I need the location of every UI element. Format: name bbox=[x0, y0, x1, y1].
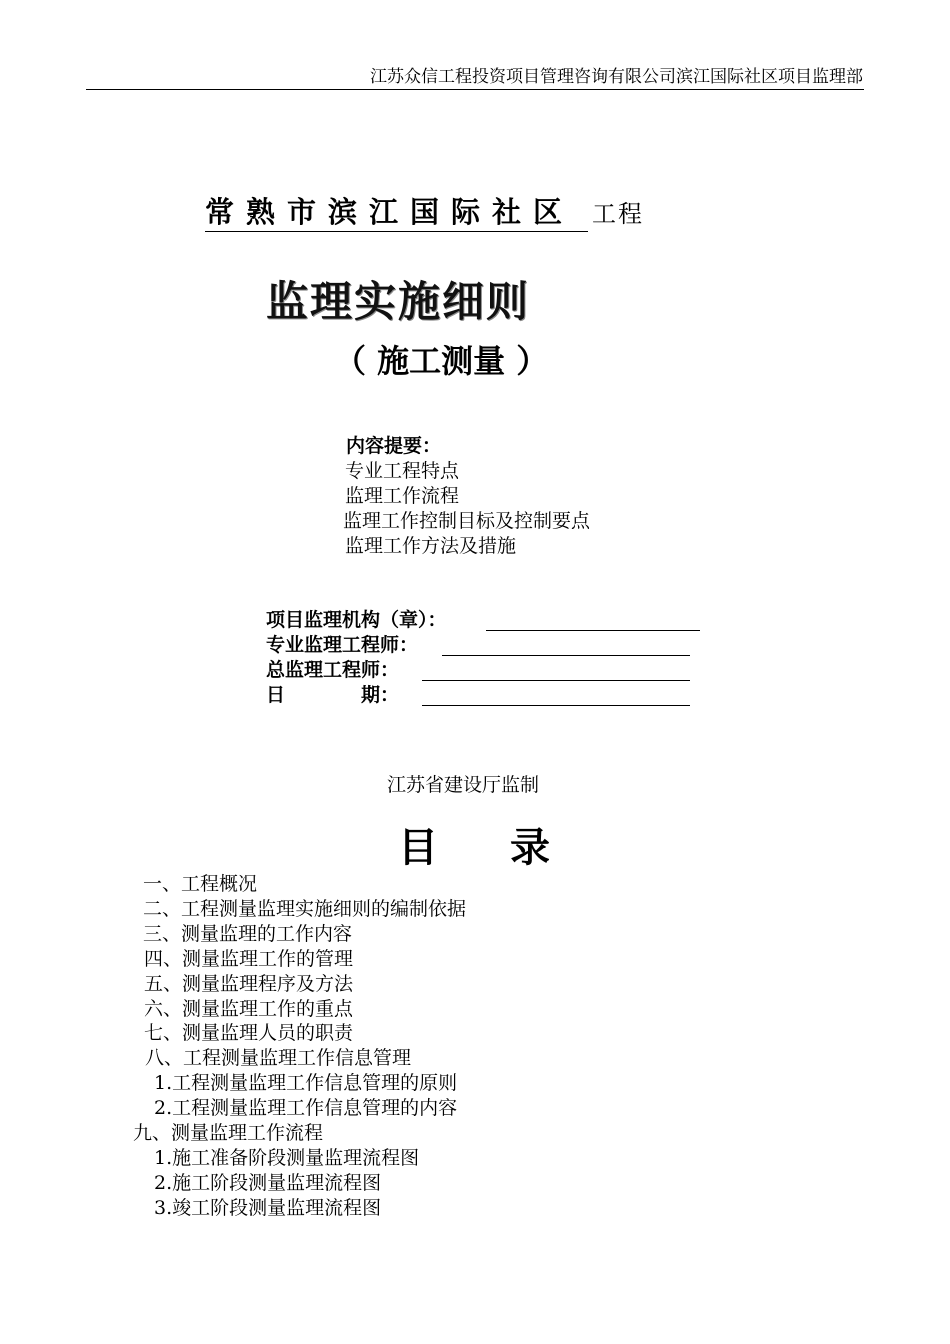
summary-item: 监理工作流程 bbox=[345, 485, 460, 507]
toc-list bbox=[130, 872, 466, 1221]
toc-item: 八、工程测量监理工作信息管理 bbox=[145, 1047, 412, 1070]
summary-label: 内容提要： bbox=[346, 435, 442, 457]
toc-subitem: 2.工程测量监理工作信息管理的内容 bbox=[154, 1097, 458, 1120]
issuer-note: 江苏省建设厅监制 bbox=[387, 774, 540, 796]
toc-item: 四、测量监理工作的管理 bbox=[144, 947, 354, 970]
engineer-blank-line[interactable] bbox=[442, 655, 690, 656]
agency-field bbox=[266, 608, 447, 633]
project-name: 常熟市滨江国际社区 bbox=[205, 193, 588, 232]
chief-blank-line[interactable] bbox=[422, 680, 690, 681]
date-label bbox=[266, 683, 399, 708]
chief-field bbox=[266, 658, 447, 683]
date-field bbox=[266, 683, 447, 708]
summary-item: 监理工作控制目标及控制要点 bbox=[343, 510, 591, 532]
toc-subitem: 2.施工阶段测量监理流程图 bbox=[154, 1171, 382, 1194]
agency-label: 项目监理机构（章）： bbox=[266, 609, 447, 631]
agency-blank-line[interactable] bbox=[486, 630, 700, 631]
toc-subitem: 3.竣工阶段测量监理流程图 bbox=[154, 1196, 382, 1219]
document-subtitle: （ 施工测量 ） bbox=[334, 342, 549, 380]
toc-item: 六、测量监理工作的重点 bbox=[144, 997, 354, 1020]
engineer-field bbox=[266, 633, 447, 658]
toc-subitem: 1.施工准备阶段测量监理流程图 bbox=[154, 1146, 420, 1169]
toc-item: 五、测量监理程序及方法 bbox=[144, 972, 354, 995]
header-divider bbox=[86, 89, 864, 90]
toc-item: 一、工程概况 bbox=[143, 873, 258, 895]
summary-list bbox=[343, 459, 590, 559]
sign-off-block bbox=[266, 608, 447, 708]
date-blank-line[interactable] bbox=[422, 705, 690, 706]
summary-item: 专业工程特点 bbox=[345, 460, 460, 482]
project-name-line bbox=[205, 193, 644, 233]
summary-item: 监理工作方法及措施 bbox=[345, 535, 517, 557]
date-label-char: 期： bbox=[360, 684, 399, 706]
toc-item: 二、工程测量监理实施细则的编制依据 bbox=[143, 897, 467, 920]
toc-title: 目录 bbox=[398, 825, 622, 871]
date-label-char: 日 bbox=[266, 684, 286, 706]
document-title: 监理实施细则 bbox=[266, 277, 531, 326]
chief-label: 总监理工程师： bbox=[266, 659, 400, 681]
toc-item: 七、测量监理人员的职责 bbox=[144, 1022, 354, 1045]
toc-subitem: 1.工程测量监理工作信息管理的原则 bbox=[154, 1072, 458, 1095]
page-header-organization: 江苏众信工程投资项目管理咨询有限公司滨江国际社区项目监理部 bbox=[370, 67, 863, 87]
engineer-label: 专业监理工程师： bbox=[266, 634, 419, 656]
toc-item: 三、测量监理的工作内容 bbox=[143, 922, 353, 945]
project-suffix: 工程 bbox=[592, 200, 645, 228]
toc-item: 九、测量监理工作流程 bbox=[133, 1122, 324, 1145]
